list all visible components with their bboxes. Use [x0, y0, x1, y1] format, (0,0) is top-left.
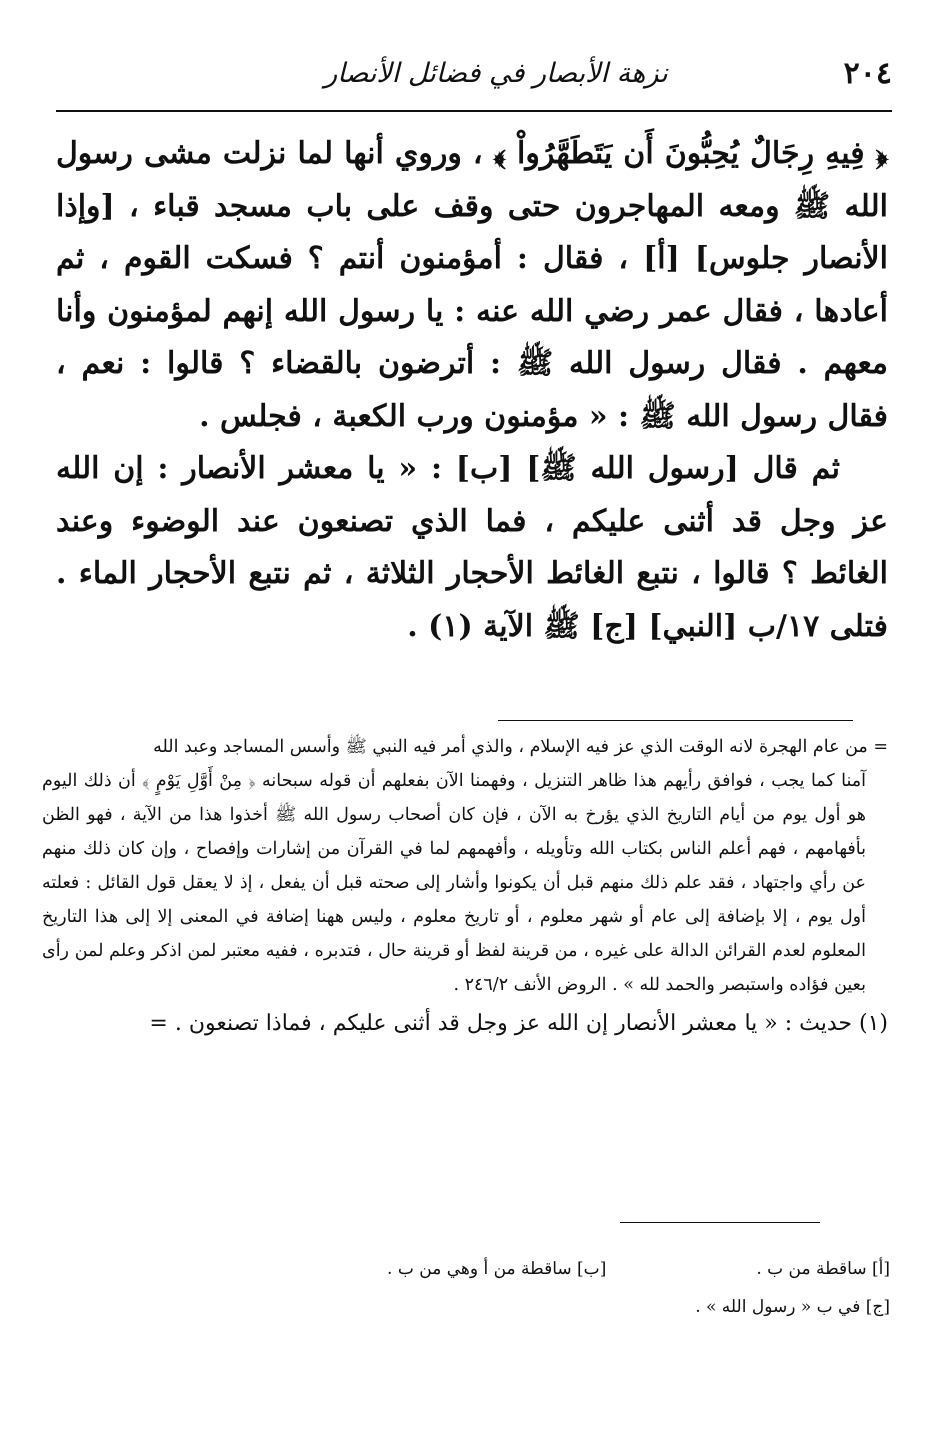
variants-separator — [620, 1222, 820, 1223]
main-paragraph-2: ثم قال [رسول الله ﷺ] [ب] : « يا معشر الأنصار : إن الله عز وجل قد أثنى عليكم ، فما الذي تصنعون عند الوضوء وعند الغائط ؟ قالوا ، نتبع الغائط الأحجار الثلاثة ، ثم نتبع الأحجار الماء . فتلى ١٧/ب [النبي] [ج] ﷺ الآية (١) . — [56, 451, 888, 644]
page-header — [56, 52, 892, 114]
page-number: ٢٠٤ — [843, 56, 892, 91]
footnotes — [42, 730, 888, 1044]
manuscript-variants — [100, 1250, 890, 1326]
variant-b: [ب] ساقطة من أ وهي من ب . — [387, 1259, 607, 1279]
footnote-continuation-first: = من عام الهجرة لانه الوقت الذي عز فيه الإسلام ، والذي أمر فيه النبي ﷺ وأسس المساجد وعبد الله — [153, 737, 888, 757]
main-text — [56, 128, 888, 653]
variant-a: [أ] ساقطة من ب . — [756, 1259, 890, 1279]
footnote-separator — [498, 720, 853, 721]
footnote-1: (١) حديث : « يا معشر الأنصار إن الله عز وجل قد أثنى عليكم ، فماذا تصنعون . = — [149, 1011, 888, 1036]
main-paragraph-1: ﴿ فِيهِ رِجَالٌ يُحِبُّونَ أَن يَتَطَهَّرُواْ ﴾ ، وروي أنها لما نزلت مشى رسول الله ﷺ ومعه المهاجرون حتى وقف على باب مسجد قباء ، [وإذا الأنصار جلوس] [أ] ، فقال : أمؤمنون أنتم ؟ فسكت القوم ، ثم أعادها ، فقال عمر رضي الله عنه : يا رسول الله إنهم لمؤمنون وأنا معهم . فقال رسول الله ﷺ : أترضون بالقضاء ؟ قالوا : نعم ، فقال رسول الله ﷺ : « مؤمنون ورب الكعبة ، فجلس . — [56, 136, 888, 434]
footnote-continuation: آمنا كما يجب ، فوافق رأيهم هذا ظاهر التنزيل ، وفهمنا الآن بفعلهم أن قوله سبحانه ﴿ مِنْ أَوَّلِ يَوْمٍ ﴾ أن ذلك اليوم هو أول يوم من أيام التاريخ الذي يؤرخ به الآن ، فإن كان أصحاب رسول الله ﷺ أخذوا هذا من الآية ، فهو الظن بأفهامهم ، فهم أعلم الناس بكتاب الله وتأويله ، وأفهمهم لما في القرآن من إشارات وإفصاح ، وإن كان ذلك منهم عن رأي واجتهاد ، فقد علم ذلك منهم قبل أن يكونوا وأشار إلى صحته قبل أن يفعل ، إذ لا يعقل قول القائل : فعلته أول يوم ، إلا بإضافة إلى عام أو شهر معلوم ، أو تاريخ معلوم ، وليس ههنا إضافة في المعنى إلا إلى هذا التاريخ المعلوم لعدم القرائن الدالة على غيره ، من قرينة لفظ أو قرينة حال ، فتدبره ، ففيه معتبر لمن اذكر وعلم لمن رأى بعين فؤاده واستبصر والحمد لله » . الروض الأنف ٢٤٦/٢ . — [42, 771, 866, 995]
variant-c: [ج] في ب « رسول الله » . — [695, 1297, 890, 1317]
header-rule — [56, 110, 892, 112]
running-title: نزهة الأبصار في فضائل الأنصار — [324, 58, 668, 89]
